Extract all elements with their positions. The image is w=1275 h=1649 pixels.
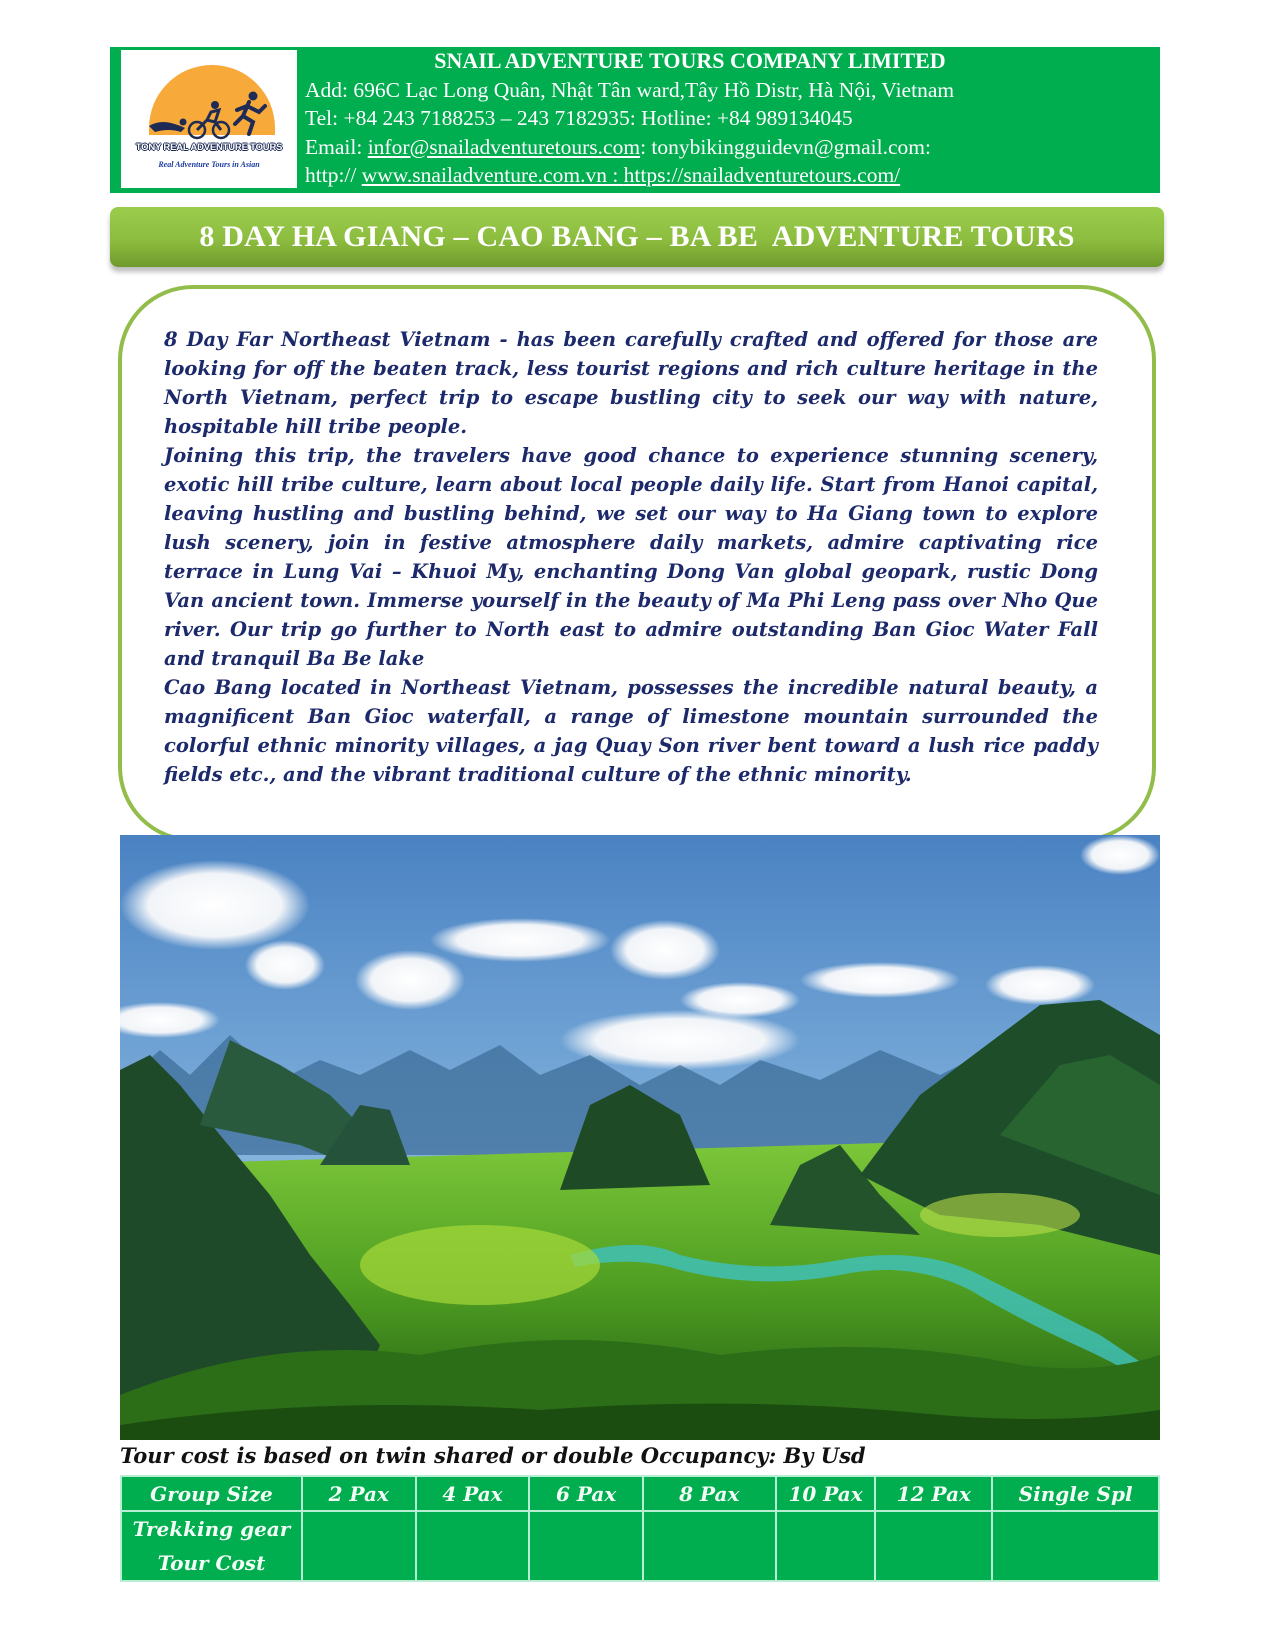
price-cell [416, 1511, 530, 1581]
description-paragraph: 8 Day Far Northeast Vietnam - has been carefully crafted and offered for those are looking for off the beaten track, less tourist regions and rich culture heritage in the North Vietnam, perfect trip to escape bustling city to seek our way with nature, hospitable hill tribe people. [164, 328, 1098, 438]
company-web-line [305, 161, 1155, 190]
company-logo [121, 50, 297, 188]
web-label: http:// [305, 163, 362, 187]
logo-name: TONY REAL ADVENTURE TOURS [135, 142, 283, 153]
company-phone: Tel: +84 243 7188253 – 243 7182935: Hotline: +84 989134045 [305, 106, 853, 130]
column-header: Single Spl [992, 1476, 1159, 1511]
tour-description [164, 325, 1098, 789]
tour-cost-table [120, 1475, 1160, 1582]
column-header: 10 Pax [776, 1476, 876, 1511]
description-paragraph: Joining this trip, the travelers have good chance to experience stunning scenery, exotic hill tribe culture, learn about local people daily life. Start from Hanoi capital, leaving hustling and bustling behind, we set our way to Ha Giang town to explore lush scenery, join in festive atmosphere daily markets, admire captivating rice terrace in Lung Vai – Khuoi My, enchanting Dong Van global geopark, rustic Dong Van ancient town. Immerse yourself in the beauty of Ma Phi Leng pass over Nho Que river. Our trip go further to North east to admire outstanding Ban Gioc Water Fall and tranquil Ba Be lake [164, 444, 1098, 670]
price-cell [875, 1511, 992, 1581]
company-header [110, 47, 1160, 193]
row-label-line1: Trekking gear [132, 1517, 291, 1541]
tour-title: 8 DAY HA GIANG – CAO BANG – BA BE ADVENTURE TOURS [199, 220, 1075, 253]
website-link-secondary[interactable]: https://snailadventuretours.com/ [623, 163, 901, 187]
triathlon-logo-icon [145, 90, 279, 140]
email-label: Email: [305, 134, 368, 159]
tour-title-banner [110, 207, 1164, 267]
landscape-image-icon [120, 835, 1160, 1440]
row-label-line2: Tour Cost [157, 1551, 266, 1575]
website-link-primary[interactable]: www.snailadventure.com.vn : [361, 163, 624, 187]
price-cell [529, 1511, 643, 1581]
email-secondary: : tonybikingguidevn@gmail.com: [640, 134, 931, 159]
description-paragraph: Cao Bang located in Northeast Vietnam, possesses the incredible natural beauty, a magnificent Ban Gioc waterfall, a range of limestone mountain surrounded the colorful ethnic minority villages, a jag Quay Son river bent toward a lush rice paddy fields etc., and the vibrant traditional culture of the ethnic minority. [164, 676, 1098, 786]
landscape-photo [120, 835, 1160, 1440]
logo-tagline: Real Adventure Tours in Asian [158, 160, 260, 169]
column-header: 12 Pax [875, 1476, 992, 1511]
price-cell [776, 1511, 876, 1581]
row-label [121, 1511, 302, 1581]
company-email-line [305, 133, 1155, 162]
price-cell [302, 1511, 416, 1581]
tour-description-box [118, 285, 1156, 842]
company-address: Add: 696C Lạc Long Quân, Nhật Tân ward,Tây Hồ Distr, Hà Nội, Vietnam [305, 77, 955, 102]
column-header: 6 Pax [529, 1476, 643, 1511]
column-header: 2 Pax [302, 1476, 416, 1511]
email-link[interactable]: infor@snailadventuretours.com [367, 134, 641, 159]
price-cell [992, 1511, 1159, 1581]
column-header: 4 Pax [416, 1476, 530, 1511]
table-row [121, 1511, 1159, 1581]
company-name: SNAIL ADVENTURE TOURS COMPANY LIMITED [434, 48, 946, 73]
column-header: 8 Pax [643, 1476, 776, 1511]
tour-cost-note: Tour cost is based on twin shared or double Occupancy: By Usd [120, 1443, 866, 1468]
table-header-row [121, 1476, 1159, 1511]
column-header: Group Size [121, 1476, 302, 1511]
price-cell [643, 1511, 776, 1581]
company-info [305, 47, 1155, 190]
